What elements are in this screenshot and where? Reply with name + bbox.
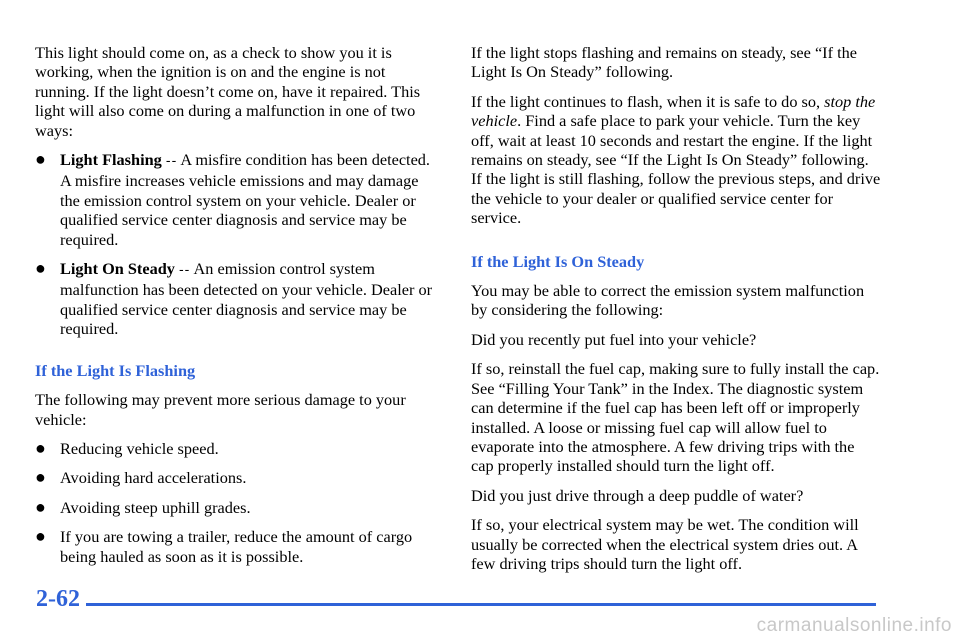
electrical-wet-paragraph: If so, your electrical system may be wet. The condition will usually be corrected when the electrical system dries out. A few driving trips should turn the light off. — [471, 515, 859, 573]
fuel-question: Did you recently put fuel into your vehicle? — [471, 329, 757, 349]
intro-paragraph: This light should come on, as a check to show you it is working, when the ignition is on and the engine is not running. If the light doesn’t come on, have it repaired. This light will also come on during a malfunction in one of two ways: — [35, 43, 421, 140]
list-item — [35, 527, 441, 566]
bullet-light-on-steady — [35, 259, 441, 339]
list-item-text: Avoiding hard accelerations. — [60, 468, 247, 488]
page-number: 2-62 — [36, 586, 80, 612]
bullet-dot-icon: ● — [35, 258, 46, 279]
bullet-dot-icon: ● — [35, 526, 46, 547]
list-item-text: Reducing vehicle speed. — [60, 438, 219, 458]
right-column — [471, 43, 881, 583]
bullet-dash: -- — [178, 263, 191, 279]
footer-rule — [86, 603, 876, 606]
bullet-dot-icon: ● — [35, 437, 46, 458]
stops-flashing-paragraph: If the light stops flashing and remains on steady, see “If the Light Is On Steady” following. — [471, 43, 857, 82]
prevent-damage-paragraph: The following may prevent more serious damage to your vehicle: — [35, 390, 406, 429]
bullet-dot-icon: ● — [35, 467, 46, 488]
bullet-light-flashing — [35, 150, 441, 249]
list-item — [35, 439, 441, 458]
bullet-text: A misfire condition has been detected. A misfire increases vehicle emissions and may damage the emission control system on your vehicle. Dealer or qualified service center diagnosis and service may be required. — [60, 150, 431, 249]
list-item — [35, 498, 441, 517]
list-item-text: Avoiding steep uphill grades. — [60, 497, 251, 517]
list-item — [35, 468, 441, 487]
correct-malfunction-paragraph: You may be able to correct the emission system malfunction by considering the following: — [471, 281, 865, 320]
bullet-text: An emission control system malfunction has been detected on your vehicle. Dealer or qualified service center diagnosis and service may be required. — [60, 259, 433, 339]
continues-flash-rest: . Find a safe place to park your vehicle. Turn the key off, wait at least 10 seconds and restart the engine. If the light remains on steady, see “If the Light Is On Steady” following. If the light is still flashing, follow the previous steps, and drive the vehicle to your dealer or qualified service center for service. — [471, 111, 881, 228]
heading-light-flashing: If the Light Is Flashing — [35, 360, 196, 380]
continues-flash-paragraph — [471, 92, 881, 228]
puddle-question: Did you just drive through a deep puddle of water? — [471, 485, 804, 505]
bullet-term: Light Flashing — [60, 150, 162, 170]
continues-flash-start: If the light continues to flash, when it is safe to do so, — [471, 91, 821, 111]
watermark: carmanualsonline.info — [756, 615, 952, 636]
left-column — [35, 43, 441, 576]
bullet-dot-icon: ● — [35, 496, 46, 517]
heading-light-on-steady: If the Light Is On Steady — [471, 251, 645, 271]
bullet-dot-icon: ● — [35, 149, 46, 170]
stop-the-vehicle-emphasis: stop the vehicle — [471, 91, 876, 131]
fuel-cap-paragraph: If so, reinstall the fuel cap, making sure to fully install the cap. See “Filling Your Tank” in the Index. The diagnostic system can determine if the fuel cap has been left off or improperly installed. A loose or missing fuel cap will allow fuel to evaporate into the atmosphere. A few driving trips with the cap properly installed should turn the light off. — [471, 359, 880, 476]
bullet-dash: -- — [165, 154, 178, 170]
bullet-term: Light On Steady — [60, 259, 175, 279]
list-item-text: If you are towing a trailer, reduce the amount of cargo being hauled as soon as it is possible. — [60, 527, 413, 566]
